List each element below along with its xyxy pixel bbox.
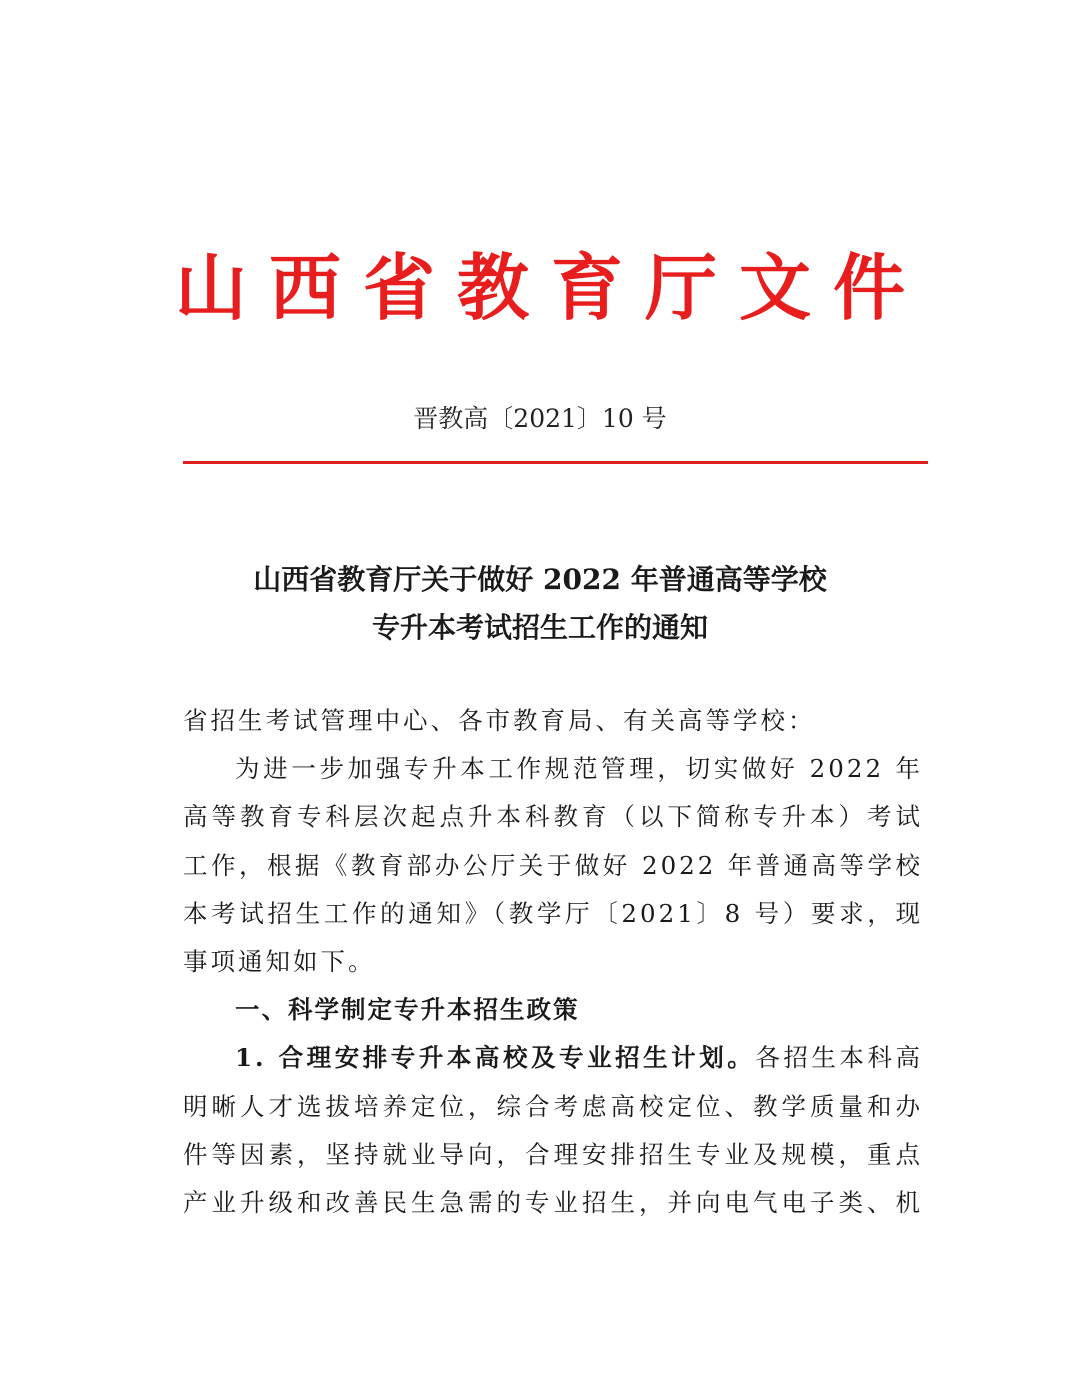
item-1-first-line [183, 1034, 923, 1082]
red-divider-line [183, 461, 928, 464]
notice-title [0, 556, 1080, 652]
notice-title-line-1: 山西省教育厅关于做好 2022 年普通高等学校 [253, 563, 827, 596]
paragraph-line: 件等因素，坚持就业导向，合理安排招生专业及规模，重点 [183, 1139, 923, 1169]
document-number: 晋教高〔2021〕10 号 [413, 404, 667, 433]
notice-body [183, 697, 923, 1227]
item-1-lead-rest: 各招生本科高 [755, 1043, 923, 1073]
paragraph-line: 明晰人才选拔培养定位，综合考虑高校定位、教学质量和办 [183, 1091, 923, 1121]
paragraph-line: 高等教育专科层次起点升本科教育（以下简称专升本）考试 [183, 802, 923, 832]
document-header-title: 山西省教育厅文件 [174, 245, 927, 330]
section-heading: 一、科学制定专升本招生政策 [235, 995, 580, 1025]
paragraph-line: 工作，根据《教育部办公厅关于做好 2022 年普通高等学校 [183, 850, 923, 880]
paragraph-line: 产业升级和改善民生急需的专业招生，并向电气电子类、机 [183, 1187, 923, 1217]
notice-title-line-2: 专升本考试招生工作的通知 [371, 611, 708, 644]
paragraph-line: 事项通知如下。 [183, 946, 376, 976]
paragraph-line: 为进一步加强专升本工作规范管理，切实做好 2022 年 [235, 754, 923, 784]
addressee-line: 省招生考试管理中心、各市教育局、有关高等学校： [183, 706, 816, 735]
item-1-lead: 1. 合理安排专升本高校及专业招生计划。 [235, 1043, 756, 1073]
paragraph-line: 本考试招生工作的通知》（教学厅〔2021〕8 号）要求，现 [183, 898, 923, 928]
